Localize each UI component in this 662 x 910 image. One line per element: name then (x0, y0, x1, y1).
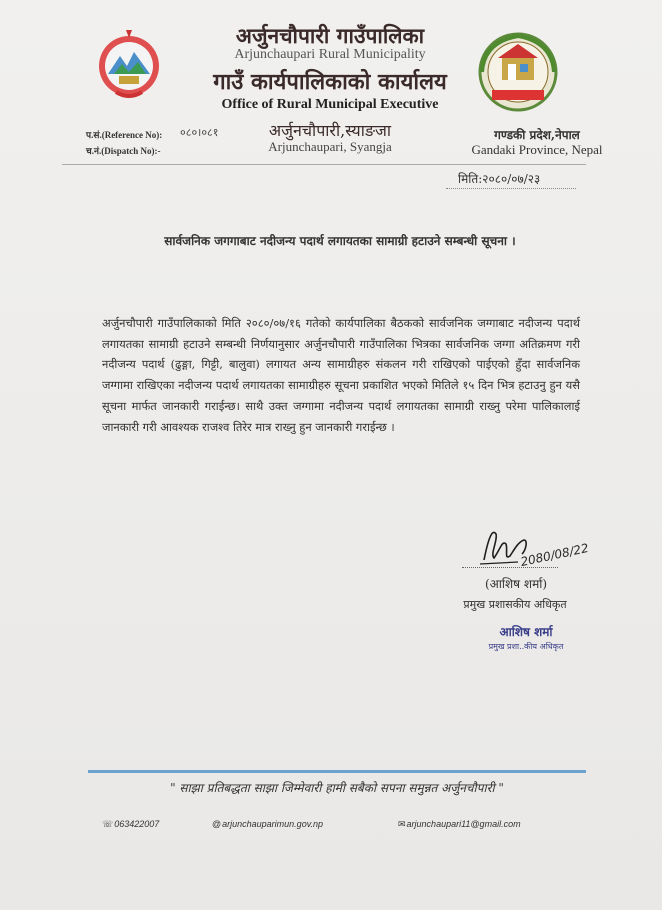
province-np: गण्डकी प्रदेश,नेपाल (494, 128, 580, 142)
reference-number-value: ०८०।०८१ (180, 126, 219, 139)
website-text: arjunchauparimun.gov.np (222, 819, 324, 829)
phone-number: 063422007 (114, 819, 160, 829)
municipality-name-en: Arjunchaupari Rural Municipality (234, 47, 426, 62)
globe-icon: @ (212, 819, 222, 829)
footer-slogan: " साझा प्रतिबद्धता साझा जिम्मेवारी हामी सबैको सपना समुन्नत अर्जुनचौपारी " (170, 781, 504, 795)
notice-subject: सार्वजनिक जगगाबाट नदीजन्य पदार्थ लगायतका सामाग्री हटाउने सम्बन्धी सूचना । (164, 234, 516, 248)
office-name-en: Office of Rural Municipal Executive (221, 97, 439, 112)
letter-date: मिति:२०८०/०७/२३ (458, 172, 541, 186)
footer-phone (102, 819, 159, 830)
signatory-title: प्रमुख प्रशासकीय अधिकृत (463, 598, 567, 611)
reference-number-label: प.सं.(Reference No): (86, 130, 163, 140)
phone-icon: ☏ (102, 819, 114, 829)
location-np: अर्जुनचौपारी,स्याङजा (268, 121, 392, 140)
signatory-name: (आशिष शर्मा) (484, 577, 548, 591)
signature-line (462, 567, 558, 568)
office-name-np: गाउँ कार्यपालिकाको कार्यालय (213, 69, 447, 95)
email-text: arjunchaupari11@gmail.com (406, 819, 521, 829)
date-underline (446, 188, 576, 189)
municipality-name-np: अर्जुनचौपारी गाउँपालिका (235, 23, 425, 48)
header-divider (62, 164, 586, 165)
footer-email (398, 819, 521, 830)
envelope-icon: ✉ (398, 819, 406, 829)
location-en: Arjunchaupari, Syangja (268, 139, 392, 154)
signature-date: 2080/08/22 (519, 540, 590, 570)
footer-rule (88, 770, 586, 773)
dispatch-number-label: च.नं.(Dispatch No):- (86, 146, 161, 156)
footer-website (212, 819, 323, 829)
notice-body: अर्जुनचौपारी गाउँपालिकाको मिति २०८०/०७/१६ गतेको कार्यपालिका बैठकको सार्वजनिक जग्गाबाट नदीजन्य पदार्थ लगायतका सामाग्री हटाउने सम्बन्धी निर्णयानुसार अर्जुनचौपारी गाउँपालिका भित्रका सार्वजनिक जग्गा अतिक्रमण गरी नदीजन्य पदार्थ (ढुङ्गा, गिट्टी, बालुवा) लगायत अन्य सामाग्रीहरु संकलन गरी राखिएको पाईएको हुँदा सार्वजनिक जग्गामा राखिएका नदीजन्य पदार्थ लगायतका सामाग्रीहरु सूचना प्रकाशित भएको मितिले १५ दिन भित्र हटाउनु हुन यसै सूचना मार्फत जानकारी गराईन्छ। साथै उक्त जग्गामा नदीजन्य पदार्थ लगायतका सामाग्री राख्नु परेमा पालिकालाई जानकारी गरी आवश्यक राजश्व तिरेर मात्र राख्नु हुन जानकारी गराईन्छ । (102, 316, 580, 434)
nepal-emblem-logo (94, 26, 164, 106)
official-stamp-name: आशिष शर्मा (499, 625, 553, 639)
province-en: Gandaki Province, Nepal (471, 142, 603, 157)
municipality-seal-logo (472, 30, 564, 116)
official-stamp-title: प्रमुख प्रशा..कीय अधिकृत (488, 642, 564, 651)
